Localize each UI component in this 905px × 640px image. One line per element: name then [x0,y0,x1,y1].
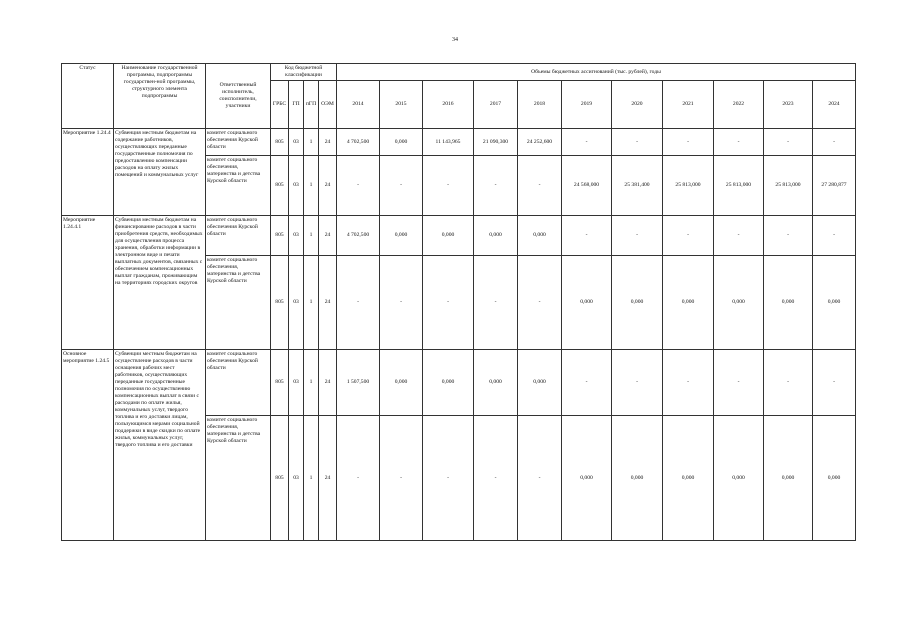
header-year: 2021 [663,81,714,129]
table-row [62,216,856,256]
value-cell: 0,000 [423,350,474,416]
value-cell: - [423,156,474,216]
row-status: Основное мероприятие 1.24.5 [62,350,114,541]
value-cell: 0,000 [813,256,856,350]
header-year: 2016 [423,81,474,129]
header-year: 2015 [380,81,423,129]
value-cell: 0,000 [380,129,423,156]
header-name: Наименование государственной программы, подпрограммы государствен-ной программы, структурного элемента подпрограммы [114,64,206,129]
code-oem: 24 [319,216,337,256]
value-cell: 0,000 [764,256,813,350]
code-pgp: 1 [304,156,319,216]
value-cell: - [423,416,474,541]
value-cell: - [474,416,518,541]
header-status: Статус [62,64,114,129]
value-cell: - [518,256,562,350]
code-oem: 24 [319,129,337,156]
code-gp: 03 [289,256,304,350]
value-cell: 0,000 [612,416,663,541]
value-cell: - [518,156,562,216]
value-cell: - [380,416,423,541]
value-cell: - [474,256,518,350]
code-grbs: 805 [271,216,289,256]
value-cell: 25 813,000 [663,156,714,216]
code-pgp: 1 [304,216,319,256]
code-oem: 24 [319,156,337,216]
value-cell: - [612,350,663,416]
value-cell: - [612,216,663,256]
value-cell: 0,000 [380,216,423,256]
header-oem: ОЭМ [319,81,337,129]
page-number: 34 [452,37,458,43]
value-cell: - [380,156,423,216]
value-cell: 24 252,600 [518,129,562,156]
value-cell: - [518,416,562,541]
value-cell: - [337,416,380,541]
row-name: Субвенция местным бюджетам на содержание работников, осуществляющих переданные государственные полномочия по предоставлению компенсации расходов на оплату жилых помещений и коммунальных услуг [114,129,206,216]
header-responsible: Ответственный исполнитель, соисполнители, участники [206,64,271,129]
value-cell: - [764,129,813,156]
value-cell: 21 090,300 [474,129,518,156]
value-cell: - [714,129,764,156]
value-cell: - [663,129,714,156]
value-cell: - [813,216,856,256]
value-cell: - [764,350,813,416]
value-cell: - [813,350,856,416]
row-responsible: комитет социального обеспечения, материнства и детства Курской области [206,156,271,216]
value-cell: - [474,156,518,216]
value-cell: 0,000 [562,256,612,350]
table-row [62,350,856,416]
value-cell: - [714,350,764,416]
value-cell: - [714,216,764,256]
code-pgp: 1 [304,350,319,416]
value-cell: 24 568,000 [562,156,612,216]
value-cell: - [663,350,714,416]
code-gp: 03 [289,350,304,416]
value-cell: 11 143,965 [423,129,474,156]
value-cell: - [337,156,380,216]
value-cell: - [562,350,612,416]
code-grbs: 805 [271,256,289,350]
value-cell: 4 702,500 [337,216,380,256]
value-cell: 0,000 [612,256,663,350]
budget-table [61,63,856,541]
value-cell: 25 813,000 [764,156,813,216]
row-responsible: комитет социального обеспечения Курской области [206,350,271,416]
value-cell: 0,000 [714,256,764,350]
value-cell: 0,000 [714,416,764,541]
value-cell: 25 381,400 [612,156,663,216]
code-grbs: 805 [271,350,289,416]
value-cell: - [337,256,380,350]
value-cell: - [764,216,813,256]
code-oem: 24 [319,416,337,541]
value-cell: - [562,129,612,156]
value-cell: 0,000 [764,416,813,541]
row-status: Мероприятие 1.24.4.1 [62,216,114,350]
code-pgp: 1 [304,416,319,541]
row-status: Мероприятие 1.24.4 [62,129,114,216]
header-year: 2024 [813,81,856,129]
value-cell: 0,000 [518,216,562,256]
code-gp: 03 [289,129,304,156]
value-cell: 25 813,000 [714,156,764,216]
table-row [62,129,856,156]
header-pgp: пГП [304,81,319,129]
header-year: 2014 [337,81,380,129]
code-grbs: 805 [271,129,289,156]
header-year: 2020 [612,81,663,129]
code-grbs: 805 [271,156,289,216]
value-cell: - [612,129,663,156]
row-name: Субвенции местным бюджетам на осуществление расходов в части оснащения рабочих мест работников, осуществляющих переданные государственные полномочия по осуществлению компенсационных выплат в связи с расходами по оплате жилья, коммунальных услуг, твердого топлива и его доставки лицам, пользующимся мерами социальной поддержки в виде скидки по оплате жилья, коммунальных услуг, твердого топлива и его доставки [114,350,206,541]
value-cell: 0,000 [474,350,518,416]
header-year: 2019 [562,81,612,129]
code-gp: 03 [289,156,304,216]
value-cell: 0,000 [474,216,518,256]
value-cell: 1 507,500 [337,350,380,416]
row-responsible: комитет социального обеспечения Курской области [206,216,271,256]
value-cell: - [380,256,423,350]
value-cell: 0,000 [380,350,423,416]
row-responsible: комитет социального обеспечения, материнства и детства Курской области [206,256,271,350]
code-grbs: 805 [271,416,289,541]
header-gp: ГП [289,81,304,129]
header-year: 2023 [764,81,813,129]
value-cell: 0,000 [518,350,562,416]
header-budget-code: Код бюджетной классификации [271,64,337,81]
header-grbs: ГРБС [271,81,289,129]
code-oem: 24 [319,256,337,350]
value-cell: - [813,129,856,156]
value-cell: 0,000 [562,416,612,541]
row-responsible: комитет социального обеспечения Курской области [206,129,271,156]
code-pgp: 1 [304,256,319,350]
value-cell: 0,000 [423,216,474,256]
value-cell: 0,000 [813,416,856,541]
value-cell: - [423,256,474,350]
value-cell: - [663,216,714,256]
code-gp: 03 [289,416,304,541]
code-gp: 03 [289,216,304,256]
value-cell: 4 702,500 [337,129,380,156]
header-volumes: Объемы бюджетных ассигнований (тыс. рублей), годы [337,64,856,81]
value-cell: - [562,216,612,256]
header-year: 2022 [714,81,764,129]
code-pgp: 1 [304,129,319,156]
value-cell: 27 280,877 [813,156,856,216]
header-year: 2017 [474,81,518,129]
header-year: 2018 [518,81,562,129]
value-cell: 0,000 [663,416,714,541]
row-responsible: комитет социального обеспечения, материнства и детства Курской области [206,416,271,541]
row-name: Субвенция местным бюджетам на финансирование расходов в части приобретения средств, необходимых для осуществления процесса хранения, обработки информации в электронном виде и печати выплатных документов, связанных с обеспечением компенсационных выплат гражданам, проживающим на территориях городских округов [114,216,206,350]
value-cell: 0,000 [663,256,714,350]
code-oem: 24 [319,350,337,416]
